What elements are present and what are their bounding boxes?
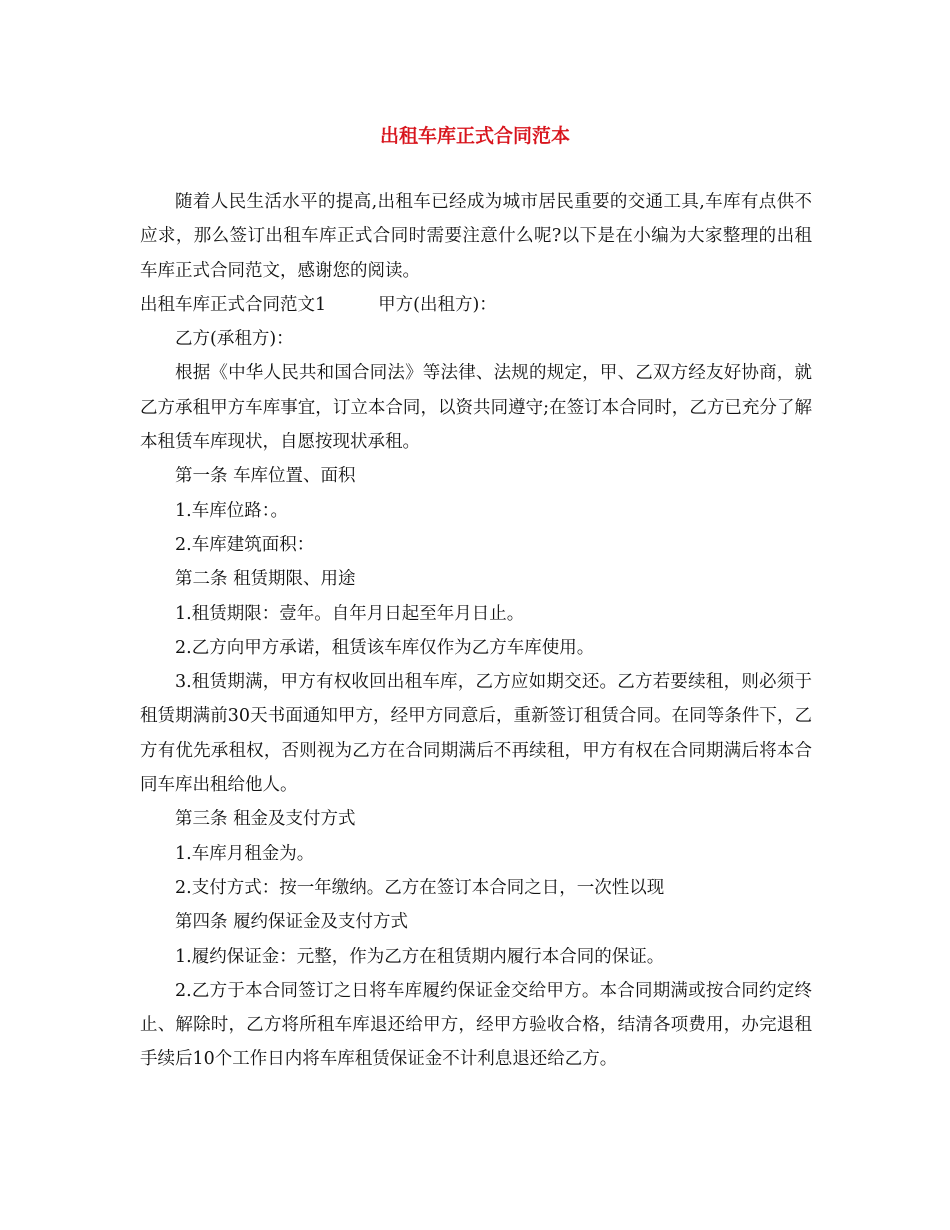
article-4-heading: 第四条 履约保证金及支付方式	[175, 912, 409, 933]
contract-heading: 出租车库正式合同范文1	[140, 294, 327, 315]
preamble-paragraph: 根据《中华人民共和国合同法》等法律、法规的规定，甲、乙双方经友好协商，就乙方承租甲方车库事宜，订立本合同，以资共同遵守;在签订本合同时，乙方已充分了解本租赁车库现状，自愿按现状承租。	[140, 363, 812, 453]
article-2-item-2: 2.乙方向甲方承诺，租赁该车库仅作为乙方车库使用。	[175, 637, 595, 658]
article-4-item-1: 1.履约保证金：元整，作为乙方在租赁期内履行本合同的保证。	[175, 946, 665, 967]
article-2-item-1: 1.租赁期限：壹年。自年月日起至年月日止。	[175, 603, 525, 624]
party-a-label: 甲方(出租方)：	[378, 294, 497, 315]
article-3-heading: 第三条 租金及支付方式	[175, 809, 356, 830]
article-4-item-2: 2.乙方于本合同签订之日将车库履约保证金交给甲方。本合同期满或按合同约定终止、解除时，乙方将所租车库退还给甲方，经甲方验收合格，结清各项费用，办完退租手续后10个工作日内将车库租赁保证金不计利息退还给乙方。	[140, 980, 812, 1070]
contract-heading-line	[140, 288, 812, 322]
document-body	[140, 185, 812, 1077]
party-b-label: 乙方(承租方)：	[175, 329, 294, 350]
article-3-item-2: 2.支付方式：按一年缴纳。乙方在签订本合同之日，一次性以现	[175, 877, 665, 898]
article-1-heading: 第一条 车库位置、面积	[175, 466, 356, 487]
article-2-heading: 第二条 租赁期限、用途	[175, 569, 356, 590]
intro-paragraph: 随着人民生活水平的提高,出租车已经成为城市居民重要的交通工具,车库有点供不应求，那么签订出租车库正式合同时需要注意什么呢?以下是在小编为大家整理的出租车库正式合同范文，感谢您的阅读。	[140, 192, 812, 281]
article-1-item-1: 1.车库位路：。	[175, 500, 288, 521]
article-2-item-3: 3.租赁期满，甲方有权收回出租车库，乙方应如期交还。乙方若要续租，则必须于租赁期满前30天书面通知甲方，经甲方同意后，重新签订租赁合同。在同等条件下，乙方有优先承租权，否则视为乙方在合同期满后不再续租，甲方有权在合同期满后将本合同车库出租给他人。	[140, 672, 812, 796]
article-1-item-2: 2.车库建筑面积：	[175, 534, 315, 555]
article-3-item-1: 1.车库月租金为。	[175, 843, 315, 864]
document-title: 出租车库正式合同范本	[379, 125, 570, 147]
